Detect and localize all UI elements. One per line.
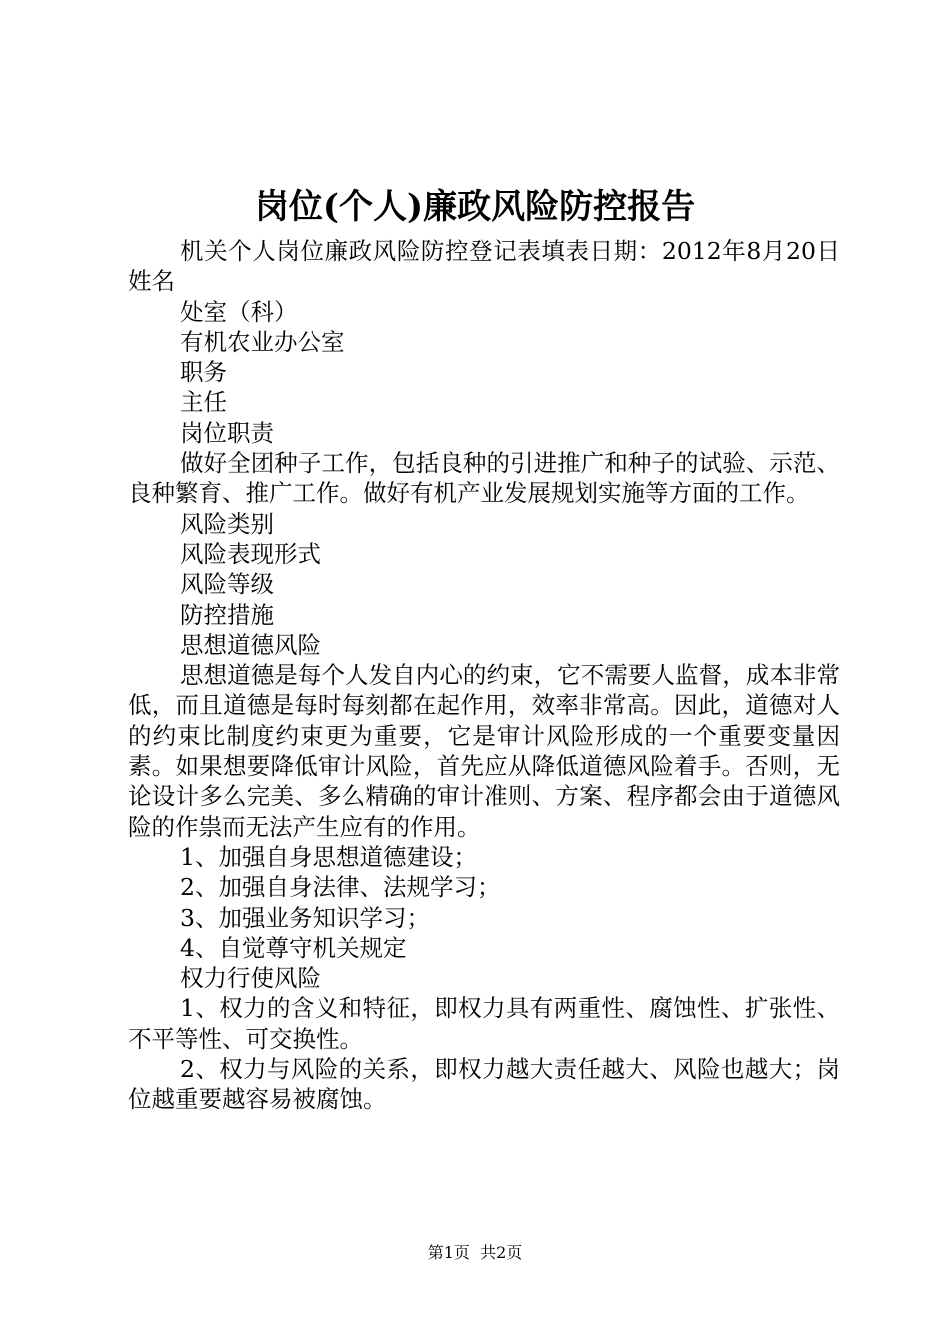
- body-paragraph: 1、加强自身思想道德建设；: [180, 842, 477, 871]
- document-title: 岗位(个人)廉政风险防控报告: [254, 187, 696, 227]
- body-paragraph: 岗位职责: [180, 418, 274, 447]
- body-paragraph: 有机农业办公室: [180, 327, 345, 356]
- body-paragraph: 权力行使风险: [180, 964, 321, 993]
- body-paragraph: 风险等级: [180, 570, 274, 599]
- body-paragraph: 3、加强业务知识学习；: [180, 903, 430, 932]
- body-paragraph: 2、加强自身法律、法规学习；: [180, 873, 501, 902]
- body-paragraph: 职务: [180, 358, 227, 387]
- body-paragraph: 防控措施: [180, 600, 274, 629]
- body-paragraph: 4、自觉尊守机关规定: [180, 933, 407, 962]
- body-paragraph: 2、权力与风险的关系，即权力越大责任越大、风险也越大；岗位越重要越容易被腐蚀。: [128, 1055, 840, 1114]
- body-paragraph: 主任: [180, 388, 227, 417]
- body-paragraph: 1、权力的含义和特征，即权力具有两重性、腐蚀性、扩张性、不平等性、可交换性。: [128, 994, 840, 1053]
- body-paragraph: 风险表现形式: [180, 539, 321, 568]
- body-paragraph: 思想道德是每个人发自内心的约束，它不需要人监督，成本非常低，而且道德是每时每刻都在起作用，效率非常高。因此，道德对人的约束比制度约束更为重要，它是审计风险形成的一个重要变量因素。如果想要降低审计风险，首先应从降低道德风险着手。否则，无论设计多么完美、多么精确的审计准则、方案、程序都会由于道德风险的作祟而无法产生应有的作用。: [128, 661, 840, 841]
- body-paragraph: 处室（科）: [180, 297, 298, 326]
- body-paragraph: 机关个人岗位廉政风险防控登记表填表日期：2012年8月20日姓名: [128, 237, 840, 296]
- document-body: [128, 236, 840, 1115]
- page-number-footer: 第1页 共2页: [427, 1243, 523, 1262]
- body-paragraph: 做好全团种子工作，包括良种的引进推广和种子的试验、示范、良种繁育、推广工作。做好有机产业发展规划实施等方面的工作。: [128, 449, 840, 508]
- body-paragraph: 风险类别: [180, 509, 274, 538]
- body-paragraph: 思想道德风险: [180, 630, 321, 659]
